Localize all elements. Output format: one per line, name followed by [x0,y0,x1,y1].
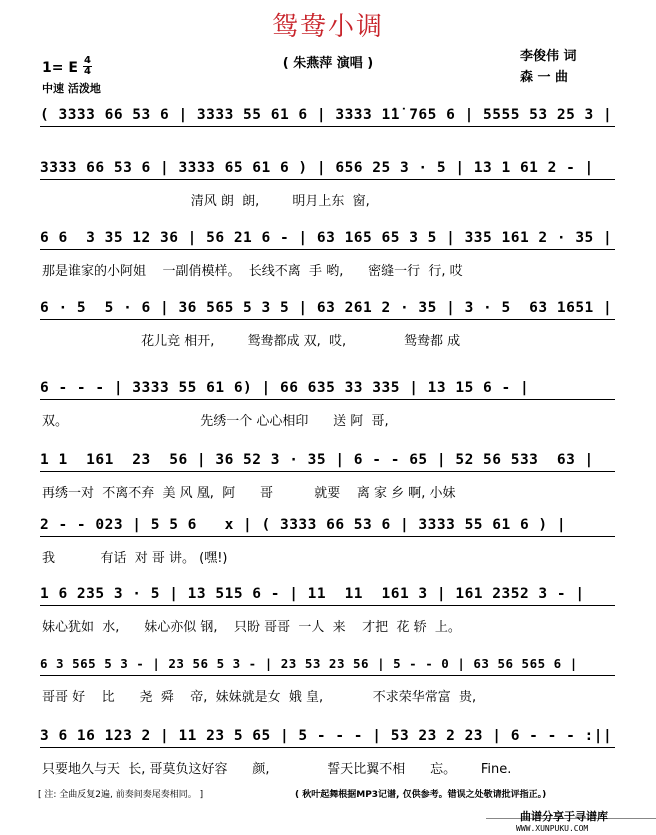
lyric-row: 清风 朗 朗, 明月上东 窗, [42,194,370,209]
key-signature: 1= E [42,60,78,76]
lyric-row: 双。 先绣一个 心心相印 送 阿 哥, [42,414,389,429]
beam-underline [40,126,615,127]
page-title: 鸳鸯小调 [271,12,384,42]
notation-row: 3 6 16 123 2 | 11 23 5 65 | 5 - - - | 53 23 2 23 | 6 - - - :|| [40,728,613,744]
notation-row: 2 - - 023 | 5 5 6 x | ( 3333 66 53 6 | 3333 55 61 6 ) | [40,517,567,533]
notation-row: 1 1 161 23 56 | 36 52 3 · 35 | 6 - - 65 | 52 56 533 63 | [40,452,594,468]
beam-underline [40,249,615,250]
notation-row: ( 3333 66 53 6 | 3333 55 61 6 | 3333 1̇1̇ 765 6 | 5555 53 25 3 | [40,107,613,123]
site-url: WWW.XUNPUKU.COM [516,824,589,833]
beam-underline [40,605,615,606]
beam-underline [40,179,615,180]
time-top: 4 [84,55,91,66]
footnote-right: ( 秋叶起舞根据MP3记谱, 仅供参考。错误之处敬请批评指正。) [295,790,547,800]
notation-row: 1 6 235 3 · 5 | 13 515 6 - | 11 11 161 3 | 161 2352 3 - | [40,586,585,602]
notation-row: 6 - - - | 3333 55 61 6) | 66 635 33 335 | 13 15 6 - | [40,380,530,396]
beam-underline [40,747,615,748]
lyric-row: 那是谁家的小阿姐 一副俏模样。 长线不离 手 哟, 密缝一行 行, 哎 [42,264,463,279]
notation-row: 6 · 5 5 · 6 | 36 565 5 3 5 | 63 261 2 · 35 | 3 · 5 63 1651 | [40,300,613,316]
lyric-row: 只要地久与天 长, 哥莫负这好容 颜, 誓天比翼不相 忘。 Fine. [42,762,512,777]
footnote-left: [ 注: 全曲反复2遍, 前奏间奏尾奏相同。 ] [38,790,204,800]
site-name: 曲谱分享于寻谱库 [520,810,608,823]
beam-underline [40,536,615,537]
time-signature [83,56,92,77]
beam-underline [40,471,615,472]
performer-credit: ( 朱燕萍 演唱 ) [282,56,374,71]
lyric-row: 哥哥 好 比 尧 舜 帝, 妹妹就是女 娥 皇, 不求荣华常富 贵, [42,690,477,705]
notation-row: 6 3 565 5 3 - | 23 56 5 3 - | 23 53 23 56 | 5 - - 0 | 63 56 565 6 | [40,656,578,671]
lyric-row: 我 有话 对 哥 讲。 (嘿!) [42,551,228,566]
tempo-marking: 中速 活泼地 [42,82,101,95]
lyricist-credit: 李俊伟 词 [520,49,577,64]
time-bottom: 4 [84,66,91,77]
lyric-row: 再绣一对 不离不弃 美 风 凰, 阿 哥 就要 离 家 乡 啊, 小妹 [42,486,456,501]
composer-credit: 森 一 曲 [520,70,569,85]
beam-underline [40,319,615,320]
lyric-row: 花儿竞 相开, 鸳鸯都成 双, 哎, 鸳鸯都 成 [42,334,461,349]
notation-row: 3333 66 53 6 | 3333 65 61 6 ) | 656 25 3 · 5 | 13 1 61 2 - | [40,160,594,176]
lyric-row: 妹心犹如 水, 妹心亦似 钢, 只盼 哥哥 一人 来 才把 花 轿 上。 [42,620,461,635]
beam-underline [40,399,615,400]
notation-row: 6 6 3 35 12 36 | 56 21 6 - | 63 165 65 3 5 | 335 161 2 · 35 | [40,230,613,246]
beam-underline [40,675,615,676]
